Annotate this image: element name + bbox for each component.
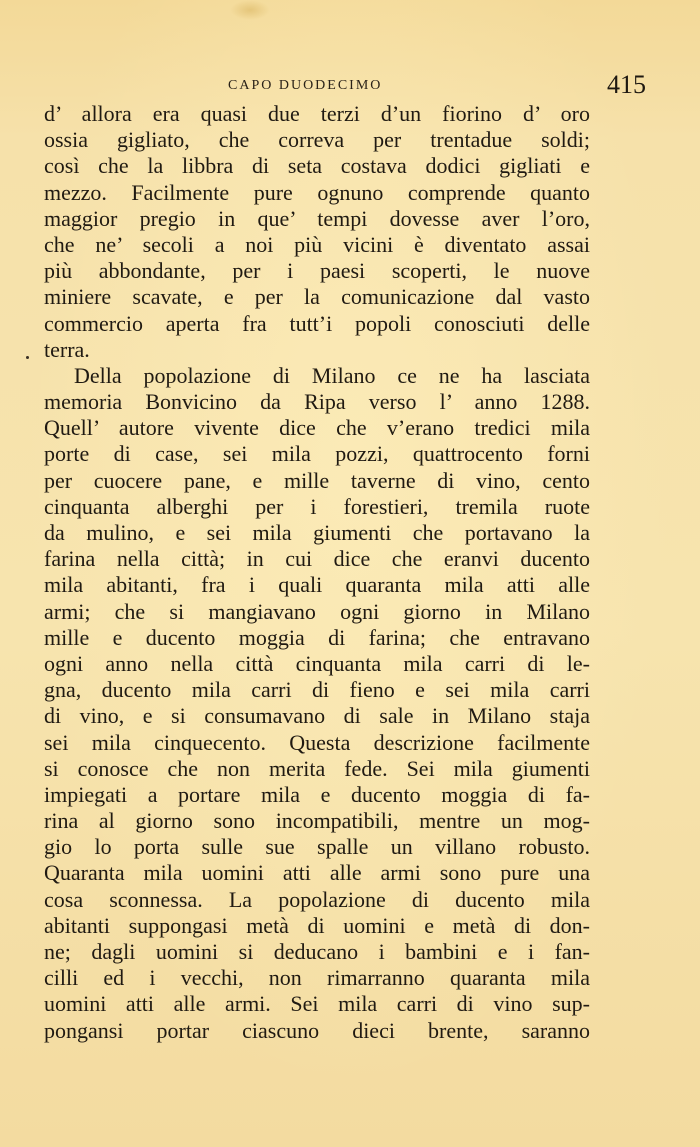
text-line: commercio aperta fra tutt’i popoli conosciuti delle [44, 310, 590, 336]
text-line: ossia gigliato, che correva per trentadue soldi; [44, 127, 590, 153]
text-line: maggior pregio in que’ tempi dovesse aver l’oro, [44, 205, 590, 231]
body-text [44, 101, 590, 1044]
text-line: così che la libbra di seta costava dodici gigliati e [44, 153, 590, 179]
running-head: CAPO DUODECIMO [228, 78, 383, 93]
text-line: gio lo porta sulle sue spalle un villano robusto. [44, 834, 590, 860]
text-line: terra. [44, 336, 90, 362]
text-line: cilli ed i vecchi, non rimarranno quaranta mila [44, 965, 590, 991]
page-number: 415 [607, 70, 646, 99]
text-line: abitanti suppongasi metà di uomini e metà di don- [44, 912, 590, 938]
text-line: memoria Bonvicino da Ripa verso l’ anno 1288. [44, 389, 590, 415]
text-line: cosa sconnessa. La popolazione di ducento mila [44, 886, 590, 912]
page-header [44, 72, 656, 102]
text-line: gna, ducento mila carri di fieno e sei mila carri [44, 677, 590, 703]
text-line: di vino, e si consumavano di sale in Milano staja [44, 703, 590, 729]
text-line: ne; dagli uomini si deducano i bambini e i fan- [44, 939, 590, 964]
text-line: da mulino, e sei mila giumenti che portavano la [44, 520, 590, 545]
text-line: impiegati a portare mila e ducento moggia di fa- [44, 781, 590, 807]
text-line: uomini atti alle armi. Sei mila carri di vino sup- [44, 991, 590, 1017]
text-line: più abbondante, per i paesi scoperti, le nuove [44, 258, 590, 284]
text-line: porte di case, sei mila pozzi, quattrocento forni [44, 441, 590, 467]
text-line: Quell’ autore vivente dice che v’erano tredici mila [44, 415, 590, 441]
text-line: sei mila cinquecento. Questa descrizione facilmente [44, 729, 590, 755]
text-line: per cuocere pane, e mille taverne di vino, cento [44, 467, 590, 493]
text-line: d’ allora era quasi due terzi d’un fiorino d’ oro [44, 101, 590, 126]
text-line: Quaranta mila uomini atti alle armi sono pure una [44, 860, 590, 886]
paper-stain [230, 0, 270, 20]
text-line: che ne’ secoli a noi più vicini è diventato assai [44, 231, 590, 257]
text-line: pongansi portar ciascuno dieci brente, saranno [44, 1017, 590, 1043]
text-line: Della popolazione di Milano ce ne ha lasciata [74, 362, 590, 388]
margin-mark [26, 356, 29, 359]
text-line: ogni anno nella città cinquanta mila carri di le- [44, 650, 590, 676]
text-line: miniere scavate, e per la comunicazione dal vasto [44, 284, 590, 310]
text-line: rina al giorno sono incompatibili, mentre un mog- [44, 808, 590, 834]
text-line: mille e ducento moggia di farina; che entravano [44, 624, 590, 650]
text-line: farina nella città; in cui dice che eranvi ducento [44, 546, 590, 572]
text-line: mezzo. Facilmente pure ognuno comprende quanto [44, 179, 590, 205]
text-line: si conosce che non merita fede. Sei mila giumenti [44, 755, 590, 781]
text-line: cinquanta alberghi per i forestieri, tremila ruote [44, 493, 590, 519]
text-line: armi; che si mangiavano ogni giorno in Milano [44, 598, 590, 624]
text-line: mila abitanti, fra i quali quaranta mila atti alle [44, 572, 590, 598]
